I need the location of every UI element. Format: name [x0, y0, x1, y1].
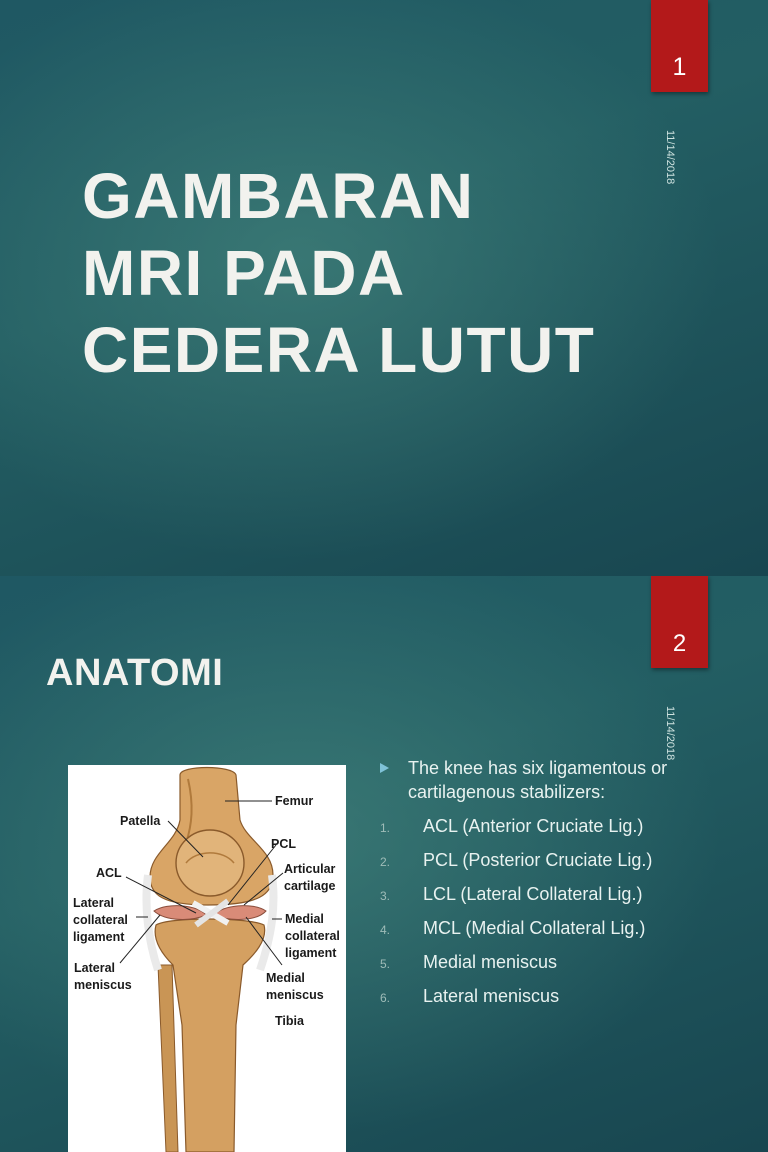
list-text: PCL (Posterior Cruciate Lig.) [423, 850, 653, 870]
label-pcl: PCL [271, 837, 296, 851]
label-lateral-collateral-2: collateral [73, 913, 128, 927]
list-item [380, 882, 710, 916]
label-lateral-meniscus-1: Lateral [74, 961, 115, 975]
list-text: ACL (Anterior Cruciate Lig.) [423, 816, 644, 836]
list-number: 2. [380, 855, 391, 869]
label-articular-cartilage-2: cartilage [284, 879, 336, 893]
slide-number-badge [651, 576, 708, 668]
list-text: Lateral meniscus [423, 986, 560, 1006]
list-text: Medial meniscus [423, 952, 558, 972]
list-item [380, 848, 710, 882]
label-medial-collateral-3: ligament [285, 946, 337, 960]
list-number: 1. [380, 821, 391, 835]
bullet-list [380, 756, 710, 1018]
list-number: 6. [380, 991, 391, 1005]
lead-bullet-text: The knee has six ligamentous or cartilagenous stabilizers: [408, 758, 668, 802]
label-acl: ACL [96, 866, 122, 880]
list-number: 5. [380, 957, 391, 971]
list-item [380, 950, 710, 984]
title-line: GAMBARAN [82, 160, 475, 232]
slide-title [82, 158, 595, 389]
list-number: 3. [380, 889, 391, 903]
title-line: CEDERA LUTUT [82, 314, 596, 386]
slide-2[interactable] [0, 576, 768, 1152]
list-item [380, 814, 710, 848]
slide-number-badge [651, 0, 708, 92]
knee-anatomy-diagram [68, 765, 346, 1152]
bullet-arrow-icon [380, 763, 389, 773]
title-line: MRI PADA [82, 237, 406, 309]
label-medial-collateral-2: collateral [285, 929, 340, 943]
label-lateral-collateral-3: ligament [73, 930, 125, 944]
label-articular-cartilage-1: Articular [284, 862, 336, 876]
label-tibia: Tibia [275, 1014, 304, 1028]
label-medial-meniscus-1: Medial [266, 971, 305, 985]
list-number: 4. [380, 923, 391, 937]
list-text: LCL (Lateral Collateral Lig.) [423, 884, 643, 904]
label-medial-collateral-1: Medial [285, 912, 324, 926]
label-lateral-collateral-1: Lateral [73, 896, 114, 910]
numbered-list [380, 814, 710, 1018]
slide-date: 11/14/2018 [664, 706, 676, 761]
slide-number: 2 [672, 630, 687, 657]
slide-number: 1 [672, 53, 687, 81]
label-femur: Femur [275, 794, 314, 808]
label-lateral-meniscus-2: meniscus [74, 978, 132, 992]
slide-title: ANATOMI [46, 652, 224, 694]
list-item [380, 984, 710, 1018]
lead-bullet [380, 756, 710, 804]
slide-date: 11/14/2018 [664, 130, 676, 185]
label-medial-meniscus-2: meniscus [266, 988, 324, 1002]
list-text: MCL (Medial Collateral Lig.) [423, 918, 646, 938]
list-item [380, 916, 710, 950]
label-patella: Patella [120, 814, 161, 828]
